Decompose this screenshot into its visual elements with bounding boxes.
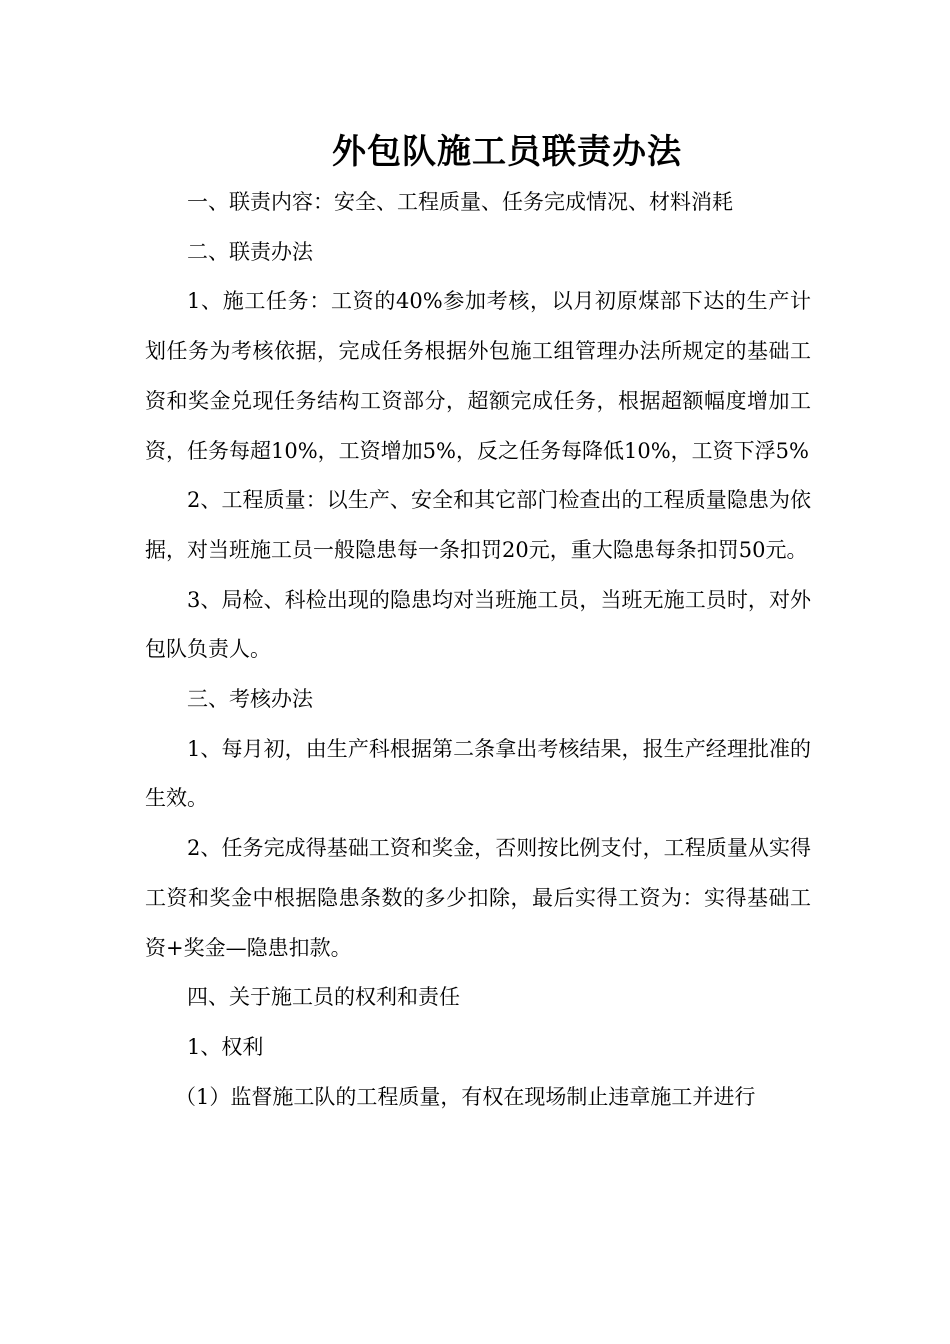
section-heading-assessment: 三、考核办法 [187, 687, 313, 712]
subsection-heading-rights: 1、权利 [187, 1034, 264, 1059]
section-heading-content: 一、联责内容：安全、工程质量、任务完成情况、材料消耗 [187, 190, 733, 214]
paragraph-engineering-quality: 2、工程质量：以生产、安全和其它部门检查出的工程质量隐患为依据，对当班施工员一般隐患每一条扣罚20元，重大隐患每条扣罚50元。 [145, 488, 811, 562]
paragraph-construction-task: 1、施工任务：工资的40%参加考核，以月初原煤部下达的生产计划任务为考核依据，完成任务根据外包施工组管理办法所规定的基础工资和奖金兑现任务结构工资部分，超额完成任务，根据超额幅度增加工资，任务每超10%，工资增加5%，反之任务每降低10%，工资下浮5% [145, 289, 811, 463]
paragraph-monthly-assessment: 1、每月初，由生产科根据第二条拿出考核结果，报生产经理批准的生效。 [145, 736, 811, 811]
paragraph-inspection-hazards: 3、局检、科检出现的隐患均对当班施工员，当班无施工员时，对外包队负责人。 [145, 587, 811, 662]
section-heading-rights-duties: 四、关于施工员的权利和责任 [187, 985, 460, 1010]
paragraph-wage-calculation: 2、任务完成得基础工资和奖金，否则按比例支付，工程质量从实得工资和奖金中根据隐患条数的多少扣除，最后实得工资为：实得基础工资+奖金—隐患扣款。 [145, 836, 811, 960]
document-title: 外包队施工员联责办法 [332, 132, 682, 172]
document-body [145, 178, 811, 1122]
paragraph-right-supervise: （1）监督施工队的工程质量，有权在现场制止违章施工并进行 [175, 1084, 756, 1109]
section-heading-method: 二、联责办法 [187, 239, 313, 264]
